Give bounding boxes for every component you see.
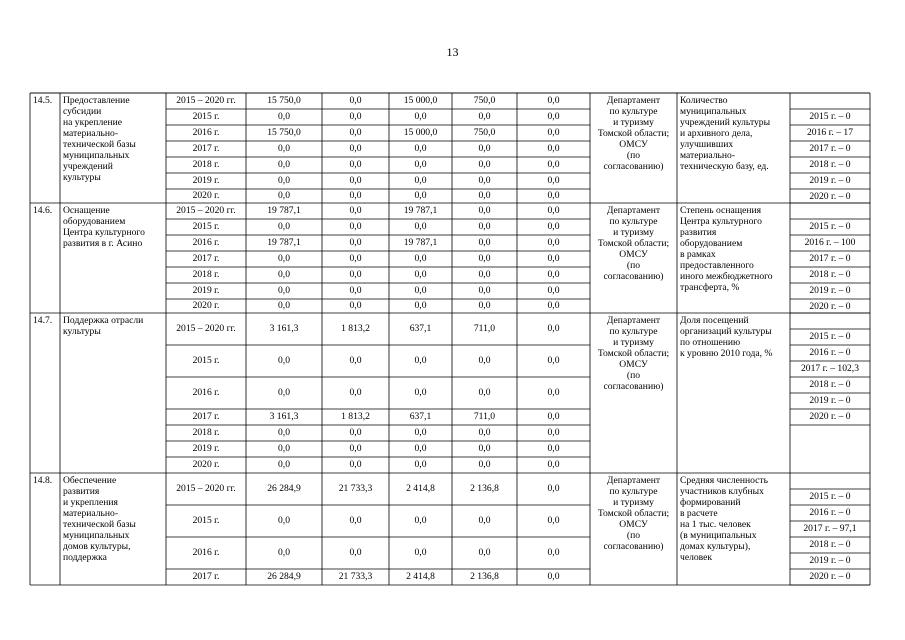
executor-text: Департамент по культуре и туризму Томской области; ОМСУ (по согласованию) <box>597 205 670 282</box>
value-cell: 2 136,8 <box>470 483 499 494</box>
value-cell: 0,0 <box>414 547 427 558</box>
year-cell: 2018 г. <box>192 427 220 438</box>
target-value: 2017 г. – 0 <box>809 253 851 264</box>
value-cell: 0,0 <box>278 427 290 438</box>
executor-text: Департамент по культуре и туризму Томской области; ОМСУ (по согласованию) <box>597 475 670 552</box>
value-cell: 0,0 <box>478 547 491 558</box>
target-value: 2018 г. – 0 <box>809 539 851 550</box>
target-value: 2020 г. – 0 <box>809 411 851 422</box>
value-cell: 0,0 <box>478 269 491 280</box>
target-value: 2015 г. – 0 <box>809 491 851 502</box>
value-cell: 0,0 <box>278 190 290 201</box>
value-cell: 0,0 <box>478 159 491 170</box>
value-cell: 19 787,1 <box>403 237 438 248</box>
value-cell: 0,0 <box>547 300 560 311</box>
value-cell: 0,0 <box>278 459 290 470</box>
value-cell: 0,0 <box>414 221 427 232</box>
value-cell: 0,0 <box>349 221 362 232</box>
value-cell: 0,0 <box>349 285 362 296</box>
target-value: 2019 г. – 0 <box>809 285 851 296</box>
value-cell: 0,0 <box>547 387 560 398</box>
value-cell: 0,0 <box>414 443 427 454</box>
value-cell: 0,0 <box>349 143 362 154</box>
measure-name: Оснащение оборудованием Центра культурного развития в г. Асино <box>63 205 145 249</box>
value-cell: 0,0 <box>278 253 290 264</box>
value-cell: 15 750,0 <box>267 127 301 138</box>
year-cell: 2019 г. <box>192 443 220 454</box>
measure-number: 14.6. <box>33 205 53 216</box>
value-cell: 19 787,1 <box>267 237 301 248</box>
value-cell: 0,0 <box>478 111 491 122</box>
value-cell: 0,0 <box>547 237 560 248</box>
value-cell: 0,0 <box>414 427 427 438</box>
year-cell: 2020 г. <box>192 300 220 311</box>
value-cell: 0,0 <box>349 355 362 366</box>
value-cell: 2 414,8 <box>406 483 435 494</box>
measure-number: 14.5. <box>33 95 53 106</box>
target-value: 2017 г. – 102,3 <box>800 363 860 374</box>
target-value: 2018 г. – 0 <box>809 159 851 170</box>
year-cell: 2020 г. <box>192 459 220 470</box>
year-cell: 2015 г. <box>192 221 220 232</box>
value-cell: 0,0 <box>278 547 290 558</box>
target-value: 2016 г. – 17 <box>806 127 854 138</box>
value-cell: 0,0 <box>478 387 491 398</box>
value-cell: 0,0 <box>349 547 362 558</box>
year-cell: 2020 г. <box>192 190 220 201</box>
measure-number: 14.8. <box>33 475 53 486</box>
value-cell: 0,0 <box>349 190 362 201</box>
value-cell: 0,0 <box>278 355 290 366</box>
value-cell: 0,0 <box>478 443 491 454</box>
measure-name: Обеспечение развития и укрепления материально- технической базы муниципальных домов культуры, поддержка <box>63 475 136 563</box>
value-cell: 0,0 <box>349 515 362 526</box>
target-value: 2016 г. – 100 <box>804 237 856 248</box>
year-cell: 2015 – 2020 гг. <box>176 95 236 106</box>
target-value: 2017 г. – 97,1 <box>803 523 857 534</box>
executor-text: Департамент по культуре и туризму Томской области; ОМСУ (по согласованию) <box>597 95 670 172</box>
value-cell: 0,0 <box>478 515 491 526</box>
target-value: 2015 г. – 0 <box>809 331 851 342</box>
value-cell: 0,0 <box>278 111 290 122</box>
value-cell: 0,0 <box>478 175 491 186</box>
value-cell: 0,0 <box>414 285 427 296</box>
value-cell: 0,0 <box>547 205 560 216</box>
year-cell: 2016 г. <box>192 127 220 138</box>
value-cell: 711,0 <box>473 411 496 422</box>
year-cell: 2018 г. <box>192 159 220 170</box>
value-cell: 26 284,9 <box>267 483 301 494</box>
value-cell: 0,0 <box>478 300 491 311</box>
value-cell: 0,0 <box>478 143 491 154</box>
value-cell: 0,0 <box>349 95 362 106</box>
value-cell: 0,0 <box>414 355 427 366</box>
value-cell: 0,0 <box>278 300 290 311</box>
value-cell: 0,0 <box>278 285 290 296</box>
target-value: 2019 г. – 0 <box>809 555 851 566</box>
value-cell: 3 161,3 <box>269 411 299 422</box>
value-cell: 19 787,1 <box>267 205 301 216</box>
target-value: 2017 г. – 0 <box>809 143 851 154</box>
target-value: 2019 г. – 0 <box>809 395 851 406</box>
target-value: 2020 г. – 0 <box>809 571 851 582</box>
value-cell: 0,0 <box>414 143 427 154</box>
value-cell: 0,0 <box>478 237 491 248</box>
target-value: 2020 г. – 0 <box>809 191 851 202</box>
measure-number: 14.7. <box>33 315 53 326</box>
value-cell: 0,0 <box>478 221 491 232</box>
target-value: 2018 г. – 0 <box>809 379 851 390</box>
measure-name: Предоставление субсидии на укрепление материально- технической базы муниципальных учреждений культуры <box>63 95 136 183</box>
value-cell: 0,0 <box>478 190 491 201</box>
value-cell: 0,0 <box>478 427 491 438</box>
target-value: 2018 г. – 0 <box>809 269 851 280</box>
value-cell: 0,0 <box>547 269 560 280</box>
indicator-text: Доля посещений организаций культуры по отношению к уровню 2010 года, % <box>680 315 773 359</box>
value-cell: 711,0 <box>473 323 496 334</box>
value-cell: 0,0 <box>414 459 427 470</box>
value-cell: 15 000,0 <box>403 95 438 106</box>
value-cell: 21 733,3 <box>338 483 373 494</box>
year-cell: 2015 – 2020 гг. <box>176 483 236 494</box>
target-value: 2020 г. – 0 <box>809 301 851 312</box>
value-cell: 0,0 <box>349 175 362 186</box>
value-cell: 0,0 <box>547 95 560 106</box>
value-cell: 0,0 <box>547 285 560 296</box>
value-cell: 0,0 <box>349 387 362 398</box>
value-cell: 2 136,8 <box>470 571 499 582</box>
value-cell: 0,0 <box>278 143 290 154</box>
target-value: 2015 г. – 0 <box>809 111 851 122</box>
value-cell: 0,0 <box>278 515 290 526</box>
value-cell: 0,0 <box>478 253 491 264</box>
value-cell: 0,0 <box>349 253 362 264</box>
value-cell: 3 161,3 <box>269 323 299 334</box>
value-cell: 0,0 <box>478 285 491 296</box>
year-cell: 2015 г. <box>192 355 220 366</box>
value-cell: 0,0 <box>547 411 560 422</box>
value-cell: 0,0 <box>349 459 362 470</box>
value-cell: 0,0 <box>278 221 290 232</box>
value-cell: 0,0 <box>547 515 560 526</box>
year-cell: 2019 г. <box>192 285 220 296</box>
value-cell: 0,0 <box>547 427 560 438</box>
value-cell: 15 000,0 <box>403 127 438 138</box>
value-cell: 0,0 <box>349 237 362 248</box>
measure-name: Поддержка отрасли культуры <box>63 315 144 337</box>
indicator-text: Количество муниципальных учреждений культуры и архивного дела, улучшивших материально- техническую базу, ед. <box>680 95 771 172</box>
year-cell: 2015 г. <box>192 515 220 526</box>
value-cell: 0,0 <box>547 159 560 170</box>
value-cell: 0,0 <box>547 443 560 454</box>
value-cell: 0,0 <box>349 269 362 280</box>
year-cell: 2015 – 2020 гг. <box>176 205 236 216</box>
value-cell: 0,0 <box>278 159 290 170</box>
value-cell: 0,0 <box>547 459 560 470</box>
value-cell: 0,0 <box>349 300 362 311</box>
year-cell: 2017 г. <box>192 253 220 264</box>
value-cell: 0,0 <box>547 175 560 186</box>
value-cell: 0,0 <box>414 253 427 264</box>
value-cell: 0,0 <box>414 269 427 280</box>
value-cell: 0,0 <box>547 323 560 334</box>
value-cell: 0,0 <box>414 190 427 201</box>
value-cell: 0,0 <box>278 387 290 398</box>
value-cell: 0,0 <box>547 111 560 122</box>
value-cell: 0,0 <box>478 205 491 216</box>
value-cell: 0,0 <box>414 387 427 398</box>
value-cell: 637,1 <box>409 323 432 334</box>
executor-text: Департамент по культуре и туризму Томской области; ОМСУ (по согласованию) <box>597 315 670 392</box>
value-cell: 0,0 <box>547 143 560 154</box>
year-cell: 2017 г. <box>192 411 220 422</box>
value-cell: 0,0 <box>547 190 560 201</box>
year-cell: 2019 г. <box>192 175 220 186</box>
value-cell: 0,0 <box>547 253 560 264</box>
value-cell: 0,0 <box>349 205 362 216</box>
indicator-text: Степень оснащения Центра культурного развития оборудованием в рамках предоставленного иного межбюджетного трансферта, % <box>680 205 773 293</box>
target-value: 2016 г. – 0 <box>809 347 851 358</box>
value-cell: 19 787,1 <box>403 205 438 216</box>
value-cell: 750,0 <box>473 127 496 138</box>
value-cell: 0,0 <box>278 443 290 454</box>
value-cell: 0,0 <box>414 300 427 311</box>
value-cell: 1 813,2 <box>341 323 370 334</box>
target-value: 2016 г. – 0 <box>809 507 851 518</box>
value-cell: 1 813,2 <box>341 411 370 422</box>
value-cell: 0,0 <box>349 111 362 122</box>
value-cell: 0,0 <box>349 159 362 170</box>
value-cell: 0,0 <box>547 127 560 138</box>
value-cell: 15 750,0 <box>267 95 301 106</box>
value-cell: 750,0 <box>473 95 496 106</box>
value-cell: 0,0 <box>547 483 560 494</box>
year-cell: 2016 г. <box>192 387 220 398</box>
value-cell: 0,0 <box>478 355 491 366</box>
value-cell: 0,0 <box>414 175 427 186</box>
value-cell: 0,0 <box>547 571 560 582</box>
value-cell: 0,0 <box>414 515 427 526</box>
value-cell: 21 733,3 <box>338 571 373 582</box>
value-cell: 2 414,8 <box>406 571 435 582</box>
year-cell: 2015 – 2020 гг. <box>176 323 236 334</box>
target-value: 2019 г. – 0 <box>809 175 851 186</box>
value-cell: 0,0 <box>414 159 427 170</box>
target-value: 2015 г. – 0 <box>809 221 851 232</box>
year-cell: 2016 г. <box>192 547 220 558</box>
value-cell: 637,1 <box>409 411 432 422</box>
value-cell: 0,0 <box>414 111 427 122</box>
value-cell: 0,0 <box>547 355 560 366</box>
indicator-text: Средняя численность участников клубных формирований в расчете на 1 тыс. человек (в муниципальных домах культуры), человек <box>680 475 768 563</box>
value-cell: 0,0 <box>547 547 560 558</box>
value-cell: 0,0 <box>349 127 362 138</box>
year-cell: 2016 г. <box>192 237 220 248</box>
value-cell: 0,0 <box>478 459 491 470</box>
value-cell: 0,0 <box>278 175 290 186</box>
page-number: 13 <box>446 45 459 59</box>
value-cell: 0,0 <box>349 427 362 438</box>
year-cell: 2015 г. <box>192 111 220 122</box>
year-cell: 2017 г. <box>192 143 220 154</box>
value-cell: 0,0 <box>278 269 290 280</box>
year-cell: 2017 г. <box>192 571 220 582</box>
value-cell: 0,0 <box>349 443 362 454</box>
value-cell: 26 284,9 <box>267 571 301 582</box>
year-cell: 2018 г. <box>192 269 220 280</box>
value-cell: 0,0 <box>547 221 560 232</box>
